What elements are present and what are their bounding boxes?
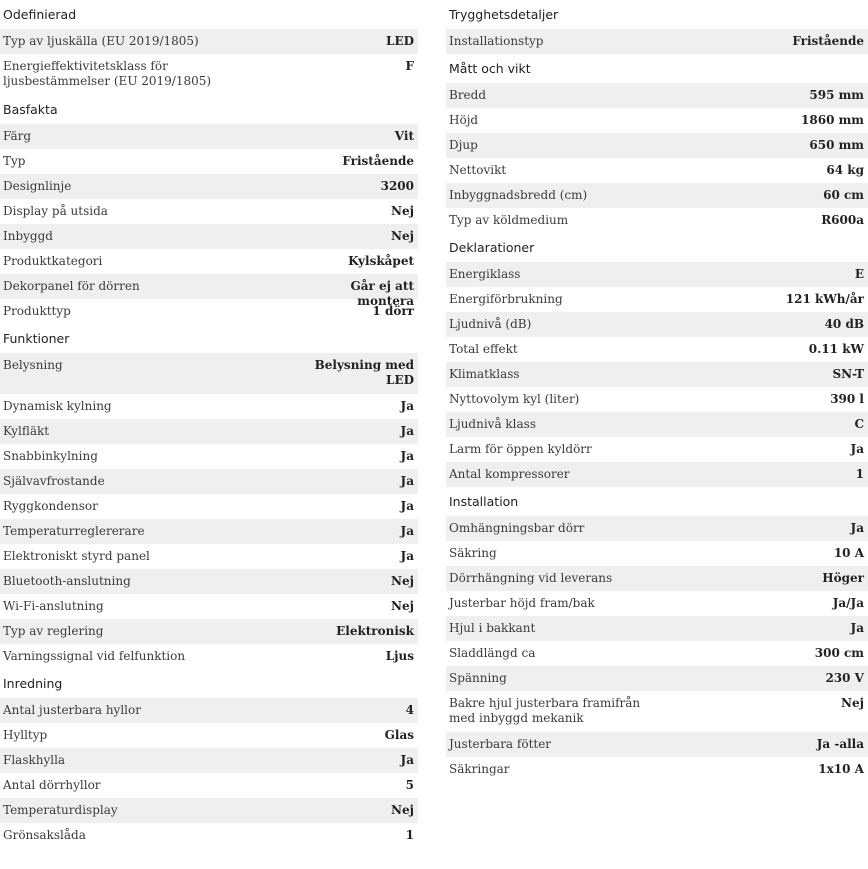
spec-label: Produkttyp <box>3 304 71 318</box>
spec-row <box>446 337 868 362</box>
spec-value: Ja <box>850 521 864 535</box>
spec-value: 1 dörr <box>372 304 414 318</box>
spec-label: Säkringar <box>449 762 510 776</box>
spec-value: E <box>854 267 864 281</box>
spec-row <box>0 644 418 669</box>
spec-value: Ja <box>400 474 414 488</box>
spec-value: 40 dB <box>824 317 864 331</box>
spec-value: Kylskåpet <box>348 254 414 268</box>
spec-value: 1860 mm <box>801 113 864 127</box>
spec-label: Dekorpanel för dörren <box>3 279 140 293</box>
spec-row <box>0 444 418 469</box>
spec-label: Display på utsida <box>3 204 108 218</box>
spec-row <box>446 437 868 462</box>
spec-row <box>446 666 868 691</box>
spec-label: Justerbara fötter <box>449 737 552 751</box>
spec-value: 300 cm <box>814 646 864 660</box>
spec-label: Bredd <box>449 88 487 102</box>
spec-label: Dynamisk kylning <box>3 399 112 413</box>
spec-row <box>0 54 418 95</box>
spec-row <box>446 262 868 287</box>
spec-row <box>0 353 418 394</box>
section-title: Trygghetsdetaljer <box>449 7 559 22</box>
section-title: Basfakta <box>3 102 58 117</box>
spec-value: Fristående <box>342 154 414 168</box>
spec-value: SN-T <box>832 367 864 381</box>
spec-label: Typ av ljuskälla (EU 2019/1805) <box>3 34 199 48</box>
spec-value: 650 mm <box>809 138 864 152</box>
spec-row <box>0 698 418 723</box>
spec-section-matt-och-vikt <box>446 54 868 233</box>
spec-label: Nyttovolym kyl (liter) <box>449 392 580 406</box>
spec-value: Ljus <box>385 649 414 663</box>
spec-section-deklarationer <box>446 233 868 487</box>
spec-label: Temperaturreglererare <box>3 524 145 538</box>
spec-row <box>0 419 418 444</box>
spec-row <box>446 158 868 183</box>
spec-row <box>446 183 868 208</box>
spec-label: Flaskhylla <box>3 753 66 767</box>
spec-label: Självavfrostande <box>3 474 105 488</box>
section-title: Mått och vikt <box>449 61 531 76</box>
spec-value: Ja <box>400 449 414 463</box>
section-title: Odefinierad <box>3 7 77 22</box>
spec-value: Belysning med LED <box>314 358 414 387</box>
spec-label: Snabbinkylning <box>3 449 98 463</box>
spec-value: 10 A <box>833 546 864 560</box>
spec-row <box>0 174 418 199</box>
spec-value: Fristående <box>792 34 864 48</box>
spec-row <box>446 757 868 782</box>
spec-label: Sladdlängd ca <box>449 646 536 660</box>
spec-row <box>0 149 418 174</box>
spec-value: Ja <box>850 442 864 456</box>
spec-label: Antal justerbara hyllor <box>3 703 141 717</box>
spec-label: Designlinje <box>3 179 72 193</box>
spec-label: Inbyggd <box>3 229 53 243</box>
spec-value: Glas <box>384 728 414 742</box>
spec-row <box>0 494 418 519</box>
spec-label: Larm för öppen kyldörr <box>449 442 592 456</box>
spec-row <box>0 29 418 54</box>
spec-label: Djup <box>449 138 478 152</box>
spec-value: Ja <box>400 499 414 513</box>
spec-row <box>0 723 418 748</box>
spec-label: Färg <box>3 129 32 143</box>
spec-row <box>0 469 418 494</box>
spec-label: Varningssignal vid felfunktion <box>3 649 186 663</box>
spec-row <box>446 387 868 412</box>
spec-row <box>0 748 418 773</box>
spec-value: R600a <box>821 213 864 227</box>
spec-section-trygghetsdetaljer <box>446 0 868 54</box>
spec-label: Installationstyp <box>449 34 544 48</box>
spec-row <box>446 691 868 732</box>
spec-row <box>446 133 868 158</box>
spec-value: Ja <box>400 524 414 538</box>
section-title: Inredning <box>3 676 63 691</box>
spec-label: Elektroniskt styrd panel <box>3 549 150 563</box>
spec-label: Wi-Fi-anslutning <box>3 599 104 613</box>
spec-label: Temperaturdisplay <box>3 803 118 817</box>
spec-label: Produktkategori <box>3 254 103 268</box>
spec-row <box>446 516 868 541</box>
spec-label: Inbyggnadsbredd (cm) <box>449 188 588 202</box>
spec-value: Nej <box>841 696 864 710</box>
spec-value: 1 <box>405 828 414 842</box>
spec-label: Bakre hjul justerbara framifrån med inbyggd mekanik <box>449 696 641 725</box>
spec-row <box>0 594 418 619</box>
spec-label: Ryggkondensor <box>3 499 98 513</box>
spec-section-installation <box>446 487 868 782</box>
spec-value: 4 <box>405 703 414 717</box>
spec-section-funktioner <box>0 324 418 669</box>
spec-value: Ja/Ja <box>832 596 864 610</box>
left-spec-column <box>0 0 418 848</box>
spec-value: 230 V <box>825 671 864 685</box>
section-title: Funktioner <box>3 331 70 346</box>
spec-value: Nej <box>391 599 414 613</box>
spec-row <box>446 362 868 387</box>
spec-value: 121 kWh/år <box>785 292 864 306</box>
spec-label: Säkring <box>449 546 497 560</box>
spec-label: Klimatklass <box>449 367 520 381</box>
spec-value: 5 <box>405 778 414 792</box>
spec-row <box>446 541 868 566</box>
spec-value: F <box>405 59 414 73</box>
spec-value: 3200 <box>380 179 414 193</box>
spec-section-inredning <box>0 669 418 848</box>
spec-value: Ja <box>400 753 414 767</box>
spec-row <box>446 29 868 54</box>
spec-value: 390 l <box>830 392 864 406</box>
spec-label: Energieffektivitetsklass för ljusbestämmelser (EU 2019/1805) <box>3 59 212 88</box>
spec-label: Hylltyp <box>3 728 48 742</box>
spec-value: C <box>854 417 864 431</box>
spec-row <box>0 619 418 644</box>
spec-value: Nej <box>391 803 414 817</box>
spec-label: Grönsakslåda <box>3 828 86 842</box>
spec-value: 1 <box>855 467 864 481</box>
spec-label: Typ av köldmedium <box>449 213 569 227</box>
spec-value: Ja <box>400 549 414 563</box>
spec-section-basfakta <box>0 95 418 324</box>
spec-label: Antal dörrhyllor <box>3 778 101 792</box>
spec-value: Ja <box>400 424 414 438</box>
spec-label: Spänning <box>449 671 507 685</box>
spec-value: 0.11 kW <box>808 342 864 356</box>
spec-label: Belysning <box>3 358 63 372</box>
spec-value: Vit <box>394 129 414 143</box>
spec-row <box>0 773 418 798</box>
spec-row <box>446 462 868 487</box>
spec-value: Ja <box>400 399 414 413</box>
spec-row <box>0 519 418 544</box>
spec-label: Kylfläkt <box>3 424 50 438</box>
spec-value: 60 cm <box>823 188 864 202</box>
spec-label: Typ <box>3 154 26 168</box>
section-title: Deklarationer <box>449 240 535 255</box>
spec-row <box>446 641 868 666</box>
spec-label: Omhängningsbar dörr <box>449 521 585 535</box>
spec-value: Ja -alla <box>816 737 864 751</box>
spec-value: Elektronisk <box>336 624 414 638</box>
spec-row <box>0 124 418 149</box>
spec-section-odefinierad <box>0 0 418 95</box>
spec-label: Ljudnivå (dB) <box>449 317 532 331</box>
spec-row <box>0 798 418 823</box>
spec-row <box>446 312 868 337</box>
spec-value: 595 mm <box>809 88 864 102</box>
spec-label: Total effekt <box>449 342 518 356</box>
spec-value: Nej <box>391 229 414 243</box>
spec-row <box>446 732 868 757</box>
spec-row <box>0 823 418 848</box>
spec-label: Nettovikt <box>449 163 507 177</box>
right-spec-column <box>446 0 868 782</box>
spec-value: Nej <box>391 204 414 218</box>
spec-row <box>446 616 868 641</box>
spec-row <box>0 569 418 594</box>
spec-value: Går ej att montera <box>350 279 414 308</box>
spec-label: Justerbar höjd fram/bak <box>449 596 595 610</box>
spec-row <box>0 274 418 308</box>
spec-label: Höjd <box>449 113 479 127</box>
spec-label: Typ av reglering <box>3 624 104 638</box>
spec-label: Hjul i bakkant <box>449 621 536 635</box>
spec-value: Nej <box>391 574 414 588</box>
spec-row <box>446 566 868 591</box>
spec-value: 1x10 A <box>818 762 864 776</box>
spec-row <box>446 287 868 312</box>
spec-row <box>0 544 418 569</box>
spec-row <box>0 394 418 419</box>
spec-row <box>446 83 868 108</box>
spec-value: Ja <box>850 621 864 635</box>
spec-label: Energiklass <box>449 267 521 281</box>
spec-label: Energiförbrukning <box>449 292 563 306</box>
spec-row <box>0 199 418 224</box>
spec-row <box>0 224 418 249</box>
spec-value: 64 kg <box>826 163 864 177</box>
spec-row <box>0 249 418 274</box>
spec-row <box>446 412 868 437</box>
spec-row <box>446 208 868 233</box>
spec-label: Dörrhängning vid leverans <box>449 571 613 585</box>
spec-value: LED <box>386 34 414 48</box>
spec-label: Ljudnivå klass <box>449 417 536 431</box>
spec-value: Höger <box>822 571 864 585</box>
spec-row <box>446 591 868 616</box>
spec-row <box>446 108 868 133</box>
spec-label: Antal kompressorer <box>449 467 570 481</box>
section-title: Installation <box>449 494 519 509</box>
spec-label: Bluetooth-anslutning <box>3 574 131 588</box>
